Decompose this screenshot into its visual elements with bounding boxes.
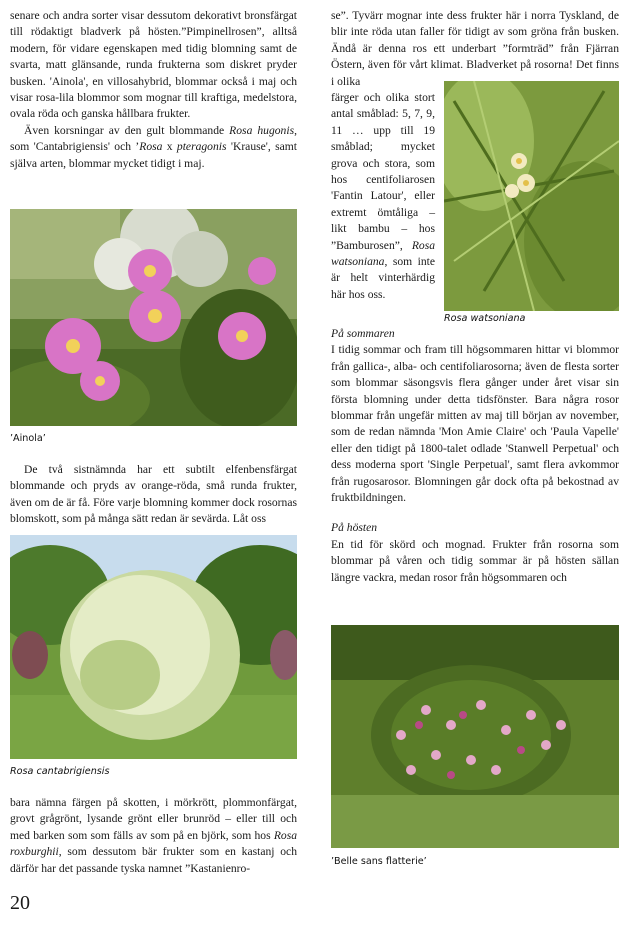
- paragraph: Även korsningar av den gult blommande Rosa hugonis, som 'Cantabrigiensis' och ’Rosa x pteragonis 'Krause', samt själva arten, blommar mycket tidigt i maj.: [10, 123, 297, 170]
- paragraph: senare och andra sorter visar dessutom dekorativt bronsfärgat till rödaktigt bladverk på hösten.”Pimpinellrosen”, alltså modern, för vidare egenskapen med tidig blomning samt de svarta, matt glänsande, runda frukterna som diskret pryder busken. 'Ainola', en villosahybrid, blommar också i maj och visar rosa-lila blommor som mognar till kraftiga, medelstora, ovala röda och ganska hållbara frukter.: [10, 9, 297, 121]
- caption-rosa-watsoniana: Rosa watsoniana: [444, 313, 526, 324]
- page-number: 20: [10, 892, 30, 914]
- caption-rosa-cantabrigiensis: Rosa cantabrigiensis: [10, 766, 110, 777]
- paragraph: De två sistnämnda har ett subtilt elfenbensfärgat blommande och pryds av orange-röda, små runda frukter, även om de är få. Före varje blomning kommer dock rosornas blomskott, som på många sätt redan är sevärda. Låt oss: [10, 463, 297, 526]
- paragraph: bara nämna färgen på skotten, i mörkrött, plommonfärgat, grovt grågrönt, lysande grönt eller brunröd – eller till och med barken som som fälls av som på en björk, som hos Rosa roxburghii, som dessutom bär frukter som en kastanj och därför har det passande tyska namnet ”Kastanienro-: [10, 796, 297, 875]
- paragraph: En tid för skörd och mognad. Frukter från rosorna som blommar på våren och tidig sommar är på hösten sällan längre vackra, medan rosor från högsommaren och: [331, 537, 619, 584]
- caption-belle-sans-flatterie: ’Belle sans flatterie’: [331, 856, 427, 867]
- right-column-top: [331, 8, 619, 90]
- right-column-middle: [331, 326, 619, 586]
- photo-rosa-watsoniana: [444, 81, 619, 311]
- paragraph: I tidig sommar och fram till högsommaren hittar vi blommor från gallica-, alba- och centifoliarosorna; även de flesta sorter som blommar säsongsvis flera gånger under året visar sin första blomning under detta tidsfönster. Bara några rosor blommar från ungefär mitten av maj till början av november, som de redan nämnda 'Mon Amie Claire' och 'Paula Vapelle' eller den tidigt på 1800-talet odlade 'Stanwell Perpetual' och dess moderna sport 'Single Perpetual', samt flera avkommor från rugosarosor. Blomningen går dock ofta på bekostnad av fruktbildningen.: [331, 343, 619, 505]
- section-heading-summer: På sommaren: [331, 327, 395, 340]
- caption-ainola: ’Ainola’: [10, 433, 46, 444]
- left-column-top: [10, 8, 297, 172]
- left-column-middle: [10, 462, 297, 528]
- paragraph: färger och olika stort antal småblad: 5, 7, 9, 11 … upp till 19 småblad; mycket grova och stora, som hos centifoliarosen 'Fantin Latour', eller extremt ömtåliga – likt bambu – hos ”Bamburosen”, Rosa watsoniana, som inte är helt vinterhärdig här hos oss.: [331, 91, 435, 301]
- right-column-wrap: [331, 90, 435, 303]
- left-column-bottom: [10, 795, 297, 877]
- paragraph: se”. Tyvärr mognar inte dess frukter här i norra Tyskland, de blir inte röda utan faller för tidigt av som gröna från busken. Ändå är denna ros ett underbart ”formträd” från Fjärran Östern, även för vårt klimat. Bladverket på rosorna! Det finns i olika: [331, 9, 619, 88]
- photo-ainola: [10, 209, 297, 426]
- photo-rosa-cantabrigiensis: [10, 535, 297, 759]
- section-heading-autumn: På hösten: [331, 521, 378, 535]
- photo-belle-sans-flatterie: [331, 625, 619, 848]
